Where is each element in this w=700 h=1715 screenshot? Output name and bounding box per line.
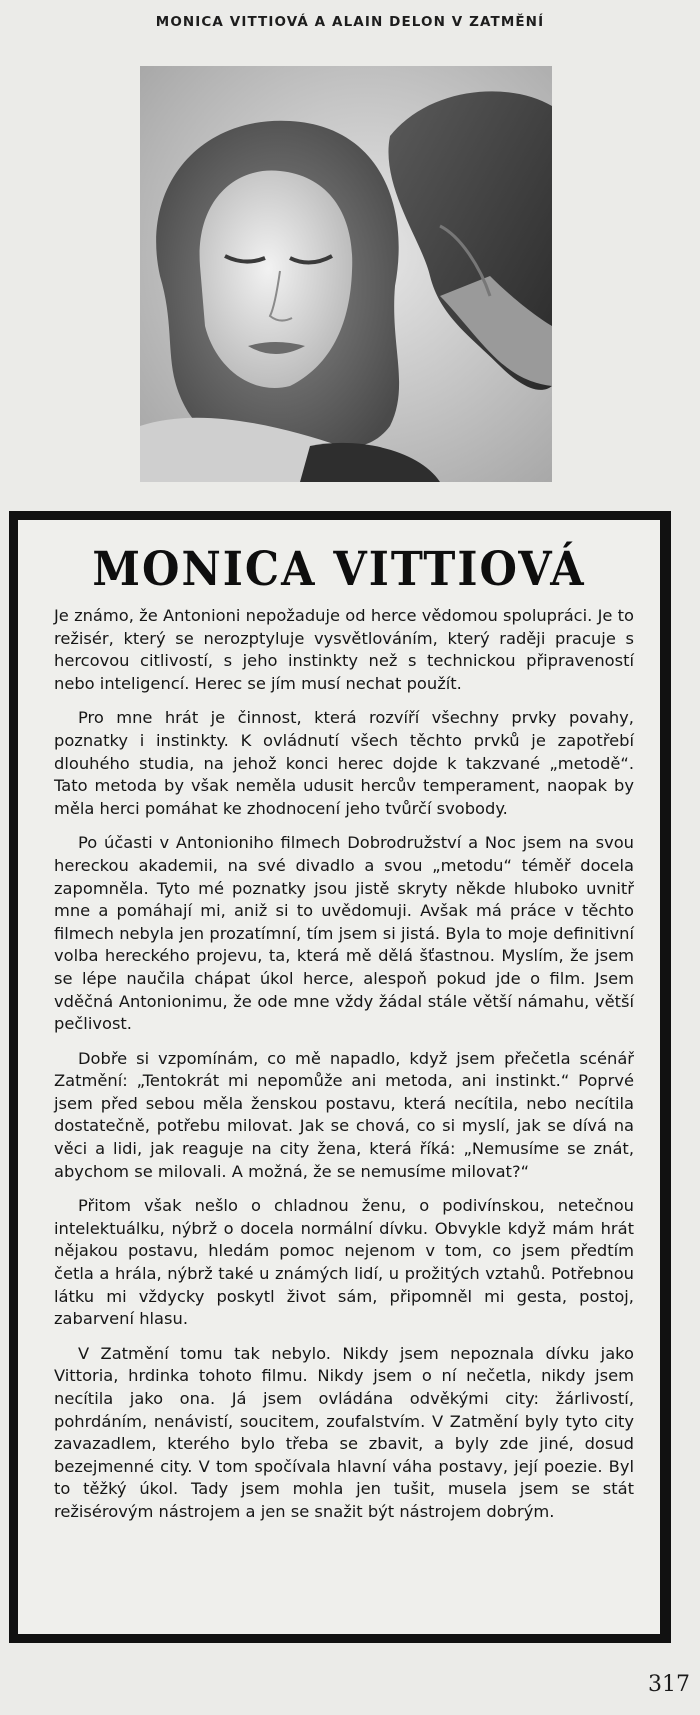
paragraph: Je známo, že Antonioni nepožaduje od herce vědomou spolupráci. Je to režisér, který se nerozptyluje vysvětlováním, který raději pracuje s hercovou citlivostí, s jeho instinkty než s technickou připraveností nebo inteligencí. Herec se jím musí nechat použít.: [54, 606, 634, 693]
article-box: [9, 511, 671, 1643]
paragraph: V Zatmění tomu tak nebylo. Nikdy jsem nepoznala dívku jako Vittoria, hrdinka tohoto filmu. Nikdy jsem o ní nečetla, nikdy jsem necítila jako ona. Já jsem ovládána odvěkými city: žárlivostí, pohrdáním, nenávistí, soucitem, zoufalstvím. V Zatmění byly tyto city zavazadlem, kterého bylo třeba se zbavit, a byly zde jiné, dosud bezejmenné city. V tom spočívala hlavní váha postavy, její poezie. Byl to těžký úkol. Tady jsem mohla jen tušit, musela jsem se stát režisérovým nástrojem a jen se snažit být nástrojem dobrým.: [54, 1343, 634, 1521]
film-still-photo: [140, 66, 552, 482]
article-heading: MONICA VITTIOVÁ: [92, 543, 586, 597]
paragraph: Po účasti v Antonioniho filmech Dobrodružství a Noc jsem na svou hereckou akademii, na své divadlo a svou „metodu“ téměř docela zapomněla. Tyto mé poznatky jsou jistě skryty někde hluboko uvnitř mne a pomáhají mi, aniž si to uvědomuji. Avšak má práce v těchto filmech nebyla jen prozatímní, tím jsem si jistá. Byla to moje definitivní volba hereckého projevu, ta, která mě dělá šťastnou. Myslím, že jsem se lépe naučila chápat úkol herce, alespoň pokud jde o film. Jsem vděčná Antonionimu, že ode mne vždy žádal stále větší námahu, větší pečlivost.: [54, 833, 634, 1034]
paragraph: Pro mne hrát je činnost, která rozvíří všechny prvky povahy, poznatky i instinkty. K ovládnutí všech těchto prvků je zapotřebí dlouhého studia, na jehož konci herec dojde k takzvané „metodě“. Tato metoda by však neměla udusit hercův temperament, naopak by měla herci pomáhat ke zhodnocení jeho tvůrčí svobody.: [54, 708, 634, 818]
page-number: 317: [648, 1672, 690, 1697]
paragraph: Přitom však nešlo o chladnou ženu, o podivínskou, netečnou intelektuálku, nýbrž o docela normální dívku. Obvykle když mám hrát nějakou postavu, hledám pomoc nejenom v tom, co jsem předtím četla a hrála, nýbrž také u známých lidí, u prožitých vztahů. Potřebnou látku mi vždycky poskytl život sám, připomněl mi gesta, postoj, zabarvení hlasu.: [54, 1196, 634, 1329]
article-body: [18, 605, 660, 1524]
photo-caption: MONICA VITTIOVÁ A ALAIN DELON V ZATMĚNÍ: [155, 14, 545, 30]
paragraph: Dobře si vzpomínám, co mě napadlo, když jsem přečetla scénář Zatmění: „Tentokrát mi nepomůže ani metoda, ani instinkt.“ Poprvé jsem před sebou měla ženskou postavu, která necítila, nebo necítila dostatečně, potřebu milovat. Jak se chová, co si myslí, jak se dívá na věci a lidi, jak reaguje na city žena, která říká: „Nemusíme se znát, abychom se milovali. A možná, že se nemusíme milovat?“: [54, 1048, 634, 1181]
